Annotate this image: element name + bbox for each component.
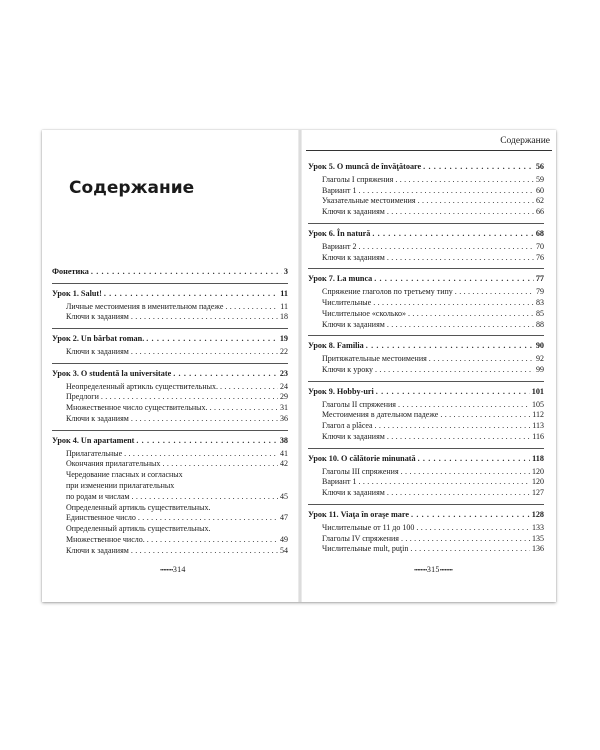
dot-leader [416, 523, 530, 534]
entry-page-number: 127 [532, 488, 544, 498]
toc-subentry [52, 449, 288, 460]
dot-leader [411, 510, 530, 521]
dot-leader [124, 449, 278, 460]
entry-title: Ключи к заданиям [322, 488, 385, 498]
dot-leader [423, 162, 534, 173]
toc-lesson-entry [52, 436, 288, 447]
entry-title: Предлоги [66, 392, 99, 402]
running-head: Содержание [500, 136, 550, 146]
entry-title: Урок 3. O studentă la universitate [52, 368, 172, 378]
toc-subentry [308, 523, 544, 534]
entry-title: Прилагательные [66, 448, 123, 458]
entry-page-number: 90 [535, 341, 544, 351]
entry-page-number: 120 [532, 466, 544, 476]
toc-subentry [308, 242, 544, 253]
entry-title: Числительное «сколько» [322, 308, 406, 318]
dot-leader [210, 403, 278, 414]
toc-subentry [52, 414, 288, 425]
entry-page-number: 45 [280, 491, 288, 501]
entry-title: Глаголы IV спряжения [322, 533, 399, 543]
dot-leader [376, 387, 530, 398]
section-divider [308, 381, 544, 382]
entry-title: Числительные [322, 297, 372, 307]
entry-page-number: 31 [280, 403, 288, 413]
toc-subentry [308, 175, 544, 186]
entry-page-number: 66 [536, 207, 544, 217]
entry-page-number: 11 [280, 301, 288, 311]
toc-subentry [308, 365, 544, 376]
toc-lesson-entry [308, 510, 544, 521]
entry-title: по родам и числам [66, 491, 130, 501]
toc-subentry [308, 186, 544, 197]
right-page [302, 130, 556, 602]
dot-leader [398, 400, 530, 411]
dot-leader [162, 459, 278, 470]
entry-page-number: 59 [536, 174, 544, 184]
entry-title: Числительные от 11 до 100 [322, 522, 415, 532]
dot-leader [373, 298, 534, 309]
section-divider [308, 448, 544, 449]
entry-title: Ключи к уроку [322, 364, 373, 374]
toc-section [52, 289, 288, 323]
dot-leader [101, 392, 278, 403]
toc-section [52, 267, 288, 278]
toc-subentry [308, 400, 544, 411]
dot-leader [131, 312, 278, 323]
toc-section [308, 387, 544, 443]
toc-subentry [52, 459, 288, 470]
entry-title: Урок 1. Salut! [52, 288, 102, 298]
entry-title: Множественное число. [66, 534, 145, 544]
entry-title: Окончания прилагательных [66, 459, 161, 469]
entry-page-number: 22 [280, 346, 288, 356]
toc-right [308, 162, 544, 557]
entry-page-number: 83 [536, 297, 544, 307]
toc-section [308, 162, 544, 218]
dot-leader [387, 253, 534, 264]
toc-left [52, 267, 288, 559]
toc-subentry [308, 534, 544, 545]
toc-subentry [308, 253, 544, 264]
entry-title: Урок 4. Un apartament [52, 435, 135, 445]
entry-page-number: 3 [283, 267, 288, 276]
toc-subentry [52, 470, 288, 481]
entry-title: Притяжательные местоимения [322, 354, 427, 364]
entry-title: Урок 2. Un bărbat roman. [52, 334, 145, 344]
toc-section [308, 341, 544, 375]
entry-title: Урок 7. La munca [308, 274, 373, 284]
toc-subentry [52, 403, 288, 414]
header-rule [306, 150, 552, 151]
entry-page-number: 23 [279, 368, 288, 378]
entry-page-number: 76 [536, 252, 544, 262]
entry-page-number: 120 [532, 477, 544, 487]
dot-leader [395, 175, 534, 186]
entry-title: Вариант 1 [322, 185, 357, 195]
toc-subentry [308, 477, 544, 488]
dot-leader [455, 287, 534, 298]
entry-title: Чередование гласных и согласных [66, 470, 183, 480]
entry-title: Ключи к заданиям [66, 312, 129, 322]
dot-leader [387, 207, 534, 218]
section-divider [308, 335, 544, 336]
toc-subentry [308, 467, 544, 478]
entry-page-number: 19 [279, 334, 288, 344]
dot-leader [387, 320, 534, 331]
section-divider [52, 430, 288, 431]
toc-section [308, 454, 544, 499]
toc-lesson-entry [52, 267, 288, 278]
entry-page-number: 136 [532, 544, 544, 554]
entry-title: Личные местоимения в именительном падеже [66, 301, 224, 311]
dot-leader [131, 414, 278, 425]
dot-leader [131, 492, 278, 503]
toc-lesson-entry [52, 369, 288, 380]
toc-subentry [52, 513, 288, 524]
toc-subentry [308, 298, 544, 309]
dot-leader [408, 309, 534, 320]
dot-leader [387, 432, 530, 443]
toc-lesson-entry [308, 454, 544, 465]
toc-lesson-entry [308, 162, 544, 173]
section-divider [308, 268, 544, 269]
entry-page-number: 85 [536, 308, 544, 318]
entry-page-number: 99 [536, 364, 544, 374]
toc-section [52, 369, 288, 425]
entry-page-number: 135 [532, 533, 544, 543]
dot-leader [220, 382, 278, 393]
entry-title: Урок 9. Hobby-uri [308, 386, 374, 396]
toc-subentry [308, 488, 544, 499]
entry-title: Ключи к заданиям [66, 346, 129, 356]
entry-title: Определенный артикль существительных. [66, 524, 211, 534]
entry-title: Урок 8. Familia [308, 341, 364, 351]
page-number-right: ••••••••315•••••••• [414, 565, 453, 574]
entry-page-number: 92 [536, 354, 544, 364]
left-page [42, 130, 298, 602]
dot-leader [146, 334, 278, 345]
toc-subentry [308, 196, 544, 207]
dot-leader [147, 535, 278, 546]
toc-subentry [52, 546, 288, 557]
dot-leader [374, 274, 534, 285]
entry-title: Фонетика [52, 267, 89, 276]
entry-page-number: 116 [532, 431, 544, 441]
toc-subentry [308, 287, 544, 298]
entry-page-number: 113 [532, 421, 544, 431]
section-divider [52, 328, 288, 329]
dot-leader [359, 477, 531, 488]
toc-section [308, 274, 544, 330]
entry-title: Числительные mult, puţin [322, 544, 409, 554]
entry-page-number: 60 [536, 185, 544, 195]
dot-leader [104, 289, 278, 300]
toc-subentry [52, 503, 288, 514]
entry-title: Ключи к заданиям [322, 252, 385, 262]
toc-lesson-entry [308, 341, 544, 352]
entry-title: Спряжение глаголов по третьему типу [322, 287, 453, 297]
dot-leader [225, 302, 278, 313]
book-spread [42, 130, 556, 602]
toc-subentry [308, 421, 544, 432]
entry-page-number: 49 [280, 534, 288, 544]
dot-leader [375, 365, 534, 376]
toc-subentry [308, 544, 544, 555]
entry-title: при изменении прилагательных [66, 480, 175, 490]
section-divider [308, 223, 544, 224]
entry-page-number: 42 [280, 459, 288, 469]
dot-leader [401, 467, 530, 478]
toc-subentry [52, 535, 288, 546]
entry-title: Единственное число [66, 513, 136, 523]
toc-section [52, 436, 288, 557]
entry-title: Ключи к заданиям [322, 207, 385, 217]
toc-section [52, 334, 288, 358]
dot-leader [366, 341, 534, 352]
entry-page-number: 18 [280, 312, 288, 322]
section-divider [52, 283, 288, 284]
toc-section [308, 229, 544, 263]
entry-title: Ключи к заданиям [66, 545, 129, 555]
dot-leader [410, 544, 530, 555]
toc-subentry [52, 492, 288, 503]
toc-subentry [52, 382, 288, 393]
entry-title: Урок 5. O muncă de învăţătoare [308, 162, 422, 171]
dot-leader [359, 242, 535, 253]
entry-title: Глаголы I спряжения [322, 174, 394, 184]
dot-leader [372, 229, 533, 240]
entry-page-number: 105 [532, 399, 544, 409]
page-number-left: ••••••••314 [160, 565, 186, 574]
entry-title: Вариант 1 [322, 477, 357, 487]
toc-lesson-entry [308, 387, 544, 398]
toc-lesson-entry [308, 274, 544, 285]
dot-leader [387, 488, 530, 499]
toc-section [308, 510, 544, 555]
dot-leader [418, 454, 531, 465]
entry-page-number: 133 [532, 522, 544, 532]
entry-title: Местоимения в дательном падеже [322, 410, 439, 420]
entry-page-number: 70 [536, 241, 544, 251]
toc-subentry [52, 302, 288, 313]
dot-leader [131, 347, 278, 358]
toc-subentry [52, 392, 288, 403]
entry-page-number: 41 [280, 448, 288, 458]
entry-page-number: 56 [535, 162, 544, 171]
entry-title: Урок 10. O călătorie minunată [308, 453, 416, 463]
entry-page-number: 101 [531, 386, 544, 396]
page-title: Содержание [69, 178, 195, 198]
toc-lesson-entry [52, 289, 288, 300]
entry-page-number: 54 [280, 545, 288, 555]
toc-subentry [308, 410, 544, 421]
entry-page-number: 118 [532, 453, 544, 463]
entry-title: Определенный артикль существительных. [66, 502, 211, 512]
entry-page-number: 112 [532, 410, 544, 420]
dot-leader [173, 369, 278, 380]
entry-page-number: 79 [536, 287, 544, 297]
entry-page-number: 88 [536, 319, 544, 329]
dot-leader [429, 354, 534, 365]
entry-page-number: 128 [531, 509, 544, 519]
dot-leader [131, 546, 278, 557]
toc-subentry [52, 524, 288, 535]
dot-leader [375, 421, 531, 432]
dot-leader [359, 186, 535, 197]
dot-leader [401, 534, 530, 545]
toc-subentry [308, 207, 544, 218]
entry-title: Урок 6. În natură [308, 228, 371, 238]
toc-subentry [308, 309, 544, 320]
dot-leader [418, 196, 534, 207]
section-divider [308, 504, 544, 505]
entry-title: Глаголы III спряжения [322, 466, 399, 476]
entry-title: Урок 11. Viaţa în oraşe mare [308, 509, 410, 519]
toc-subentry [52, 481, 288, 492]
entry-title: Ключи к заданиям [66, 413, 129, 423]
toc-lesson-entry [52, 334, 288, 345]
entry-title: Ключи к заданиям [322, 431, 385, 441]
entry-title: Вариант 2 [322, 241, 357, 251]
entry-page-number: 29 [280, 392, 288, 402]
toc-subentry [52, 347, 288, 358]
entry-page-number: 68 [535, 228, 544, 238]
entry-title: Неопределенный артикль существительных. [66, 381, 218, 391]
entry-page-number: 47 [280, 513, 288, 523]
entry-page-number: 11 [280, 288, 288, 298]
entry-page-number: 36 [280, 413, 288, 423]
entry-title: Глаголы II спряжения [322, 399, 396, 409]
dot-leader [91, 267, 282, 278]
entry-title: Указательные местоимения [322, 196, 416, 206]
toc-subentry [308, 432, 544, 443]
dot-leader [440, 410, 530, 421]
entry-page-number: 24 [280, 381, 288, 391]
entry-title: Ключи к заданиям [322, 319, 385, 329]
entry-title: Множественное число существительных. [66, 403, 208, 413]
dot-leader [136, 436, 277, 447]
entry-page-number: 62 [536, 196, 544, 206]
entry-title: Глагол a plăcea [322, 421, 373, 431]
entry-page-number: 77 [535, 274, 544, 284]
toc-lesson-entry [308, 229, 544, 240]
dot-leader [138, 513, 278, 524]
toc-subentry [308, 354, 544, 365]
entry-page-number: 38 [279, 435, 288, 445]
toc-subentry [52, 312, 288, 323]
section-divider [52, 363, 288, 364]
toc-subentry [308, 320, 544, 331]
